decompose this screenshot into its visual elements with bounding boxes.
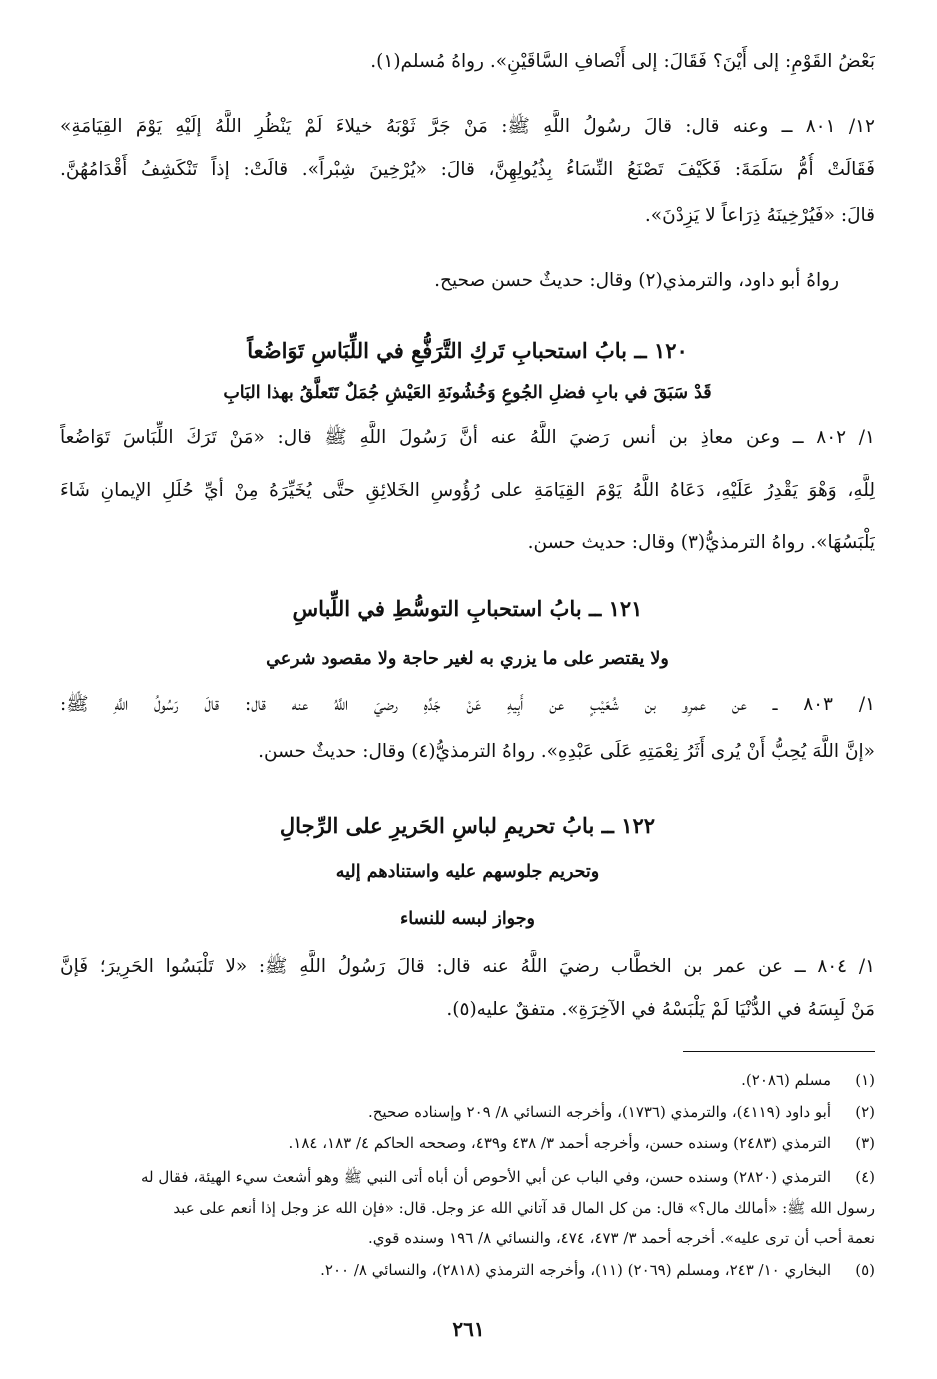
hadith-line: يَلْبَسُهَا». رواهُ الترمذيُّ(٣) وقال: حديث حسن. <box>527 532 875 553</box>
footnote <box>60 1164 875 1190</box>
footnote-text: أبو داود (٤١١٩)، والترمذي (١٧٣٦)، وأخرجه النسائي ٨/ ٢٠٩ وإسناده صحيح. <box>367 1103 831 1121</box>
body-line: رواهُ أبو داود، والترمذي(٢) وقال: حديثٌ حسن صحيح. <box>434 270 839 291</box>
section-heading-121: ١٢١ ــ بابُ استحبابِ التوسُّطِ في اللِّباسِ <box>292 596 643 621</box>
footnote <box>60 1130 875 1156</box>
page-number: ٢٦١ <box>452 1317 485 1341</box>
footnote-number: (٢) <box>855 1103 875 1121</box>
footnote-number: (٣) <box>855 1134 875 1152</box>
footnote <box>60 1257 875 1283</box>
hadith-line: ١/ ٨٠٢ ــ وعن معاذِ بن أنس رَضيَ اللَّهُ عنه أنَّ رَسُولَ اللَّهِ ﷺ قال: «مَنْ تَرَكَ اللِّبَاسَ تَوَاضُعاً <box>60 427 875 448</box>
body-line: قالَ: «فَيُرْخِينَهُ ذِرَاعاً لا يَزِدْنَ». <box>644 205 875 226</box>
body-line: فَقَالَتْ أُمُّ سَلَمَةَ: فَكَيْفَ تَصْنَعُ النِّسَاءُ بِذُيُولِهِنَّ، قالَ: «يُرْخِينَ شِبْراً». قالَتْ: إذاً تَنْكَشِفُ أَقْدَامُهُنَّ. <box>60 159 875 180</box>
footnote-text: البخاري ١٠/ ٢٤٣، ومسلم (٢٠٦٩) (١١)، وأخرجه الترمذي (٢٨١٨)، والنسائي ٨/ ٢٠٠. <box>320 1261 831 1279</box>
footnote-continuation: نعمة أحب أن ترى عليه». أخرجه أحمد ٣/ ٤٧٣، ٤٧٤، والنسائي ٨/ ١٩٦ وسنده قوي. <box>368 1229 875 1247</box>
footnote-separator <box>683 1051 875 1052</box>
footnote <box>60 1099 875 1125</box>
footnote-text: مسلم (٢٠٨٦). <box>741 1071 831 1089</box>
hadith-line: لِلَّهِ، وَهْوَ يَقْدِرُ عَلَيْهِ، دَعَاهُ اللَّهُ يَوْمَ القِيَامَةِ على رُؤُوسِ الخَلائِقِ حتَّى يُخَيِّرَهُ مِنْ أيِّ حُلَلِ الإيمانِ شَاءَ <box>60 480 875 501</box>
section-subheading-122: وتحريم جلوسهم عليه واستنادهم إليه <box>335 862 600 882</box>
footnote-number: (٥) <box>855 1261 875 1279</box>
section-subheading-120: قَدْ سَبَقَ في بابِ فضلِ الجُوعِ وَخُشُونَةِ العَيْشِ جُمَلٌ تَتَعلَّقُ بهذا البَابِ <box>223 383 712 403</box>
body-line: ١٢/ ٨٠١ ــ وعنه قال: قالَ رسُولُ اللَّهِ ﷺ: مَنْ جَرَّ ثَوْبَهُ خيلاءَ لَمْ يَنْظُرِ اللَّهُ إلَيْهِ يَوْمَ القِيَامَةِ» <box>60 116 875 137</box>
hadith-line: ١/ ٨٠٣ ــ عن عمرِو بن شُعَيْبٍ عن أَبِيهِ عَنْ جَدِّهِ رضيَ اللَّهُ عنه قال: قالَ رَسُولُ اللَّهِ ﷺ: <box>60 694 875 715</box>
footnote-number: (٤) <box>855 1168 875 1186</box>
hadith-line: «إنَّ اللَّهَ يُحِبُّ أَنْ يُرى أَثَرُ نِعْمَتِهِ عَلَى عَبْدِهِ». رواهُ الترمذيُّ(٤) وقال: حديثٌ حسن. <box>258 741 875 762</box>
section-heading-120: ١٢٠ ــ بابُ استحبابِ تَركِ التَّرَفُّعِ في اللِّبَاسِ تَوَاضُعاً <box>247 338 688 363</box>
hadith-line: ١/ ٨٠٤ ــ عن عمر بن الخطَّاب رضيَ اللَّهُ عنه قال: قالَ رَسُولُ اللَّهِ ﷺ: «لا تَلْبَسُوا الحَرِيرَ؛ فَإنَّ <box>60 956 875 977</box>
section-subheading-121: ولا يقتصر على ما يزري به لغير حاجة ولا مقصود شرعي <box>266 649 669 669</box>
section-heading-122: ١٢٢ ــ بابُ تحريمِ لباسِ الحَريرِ على الرِّجالِ <box>279 813 656 838</box>
footnote-text: الترمذي (٢٤٨٣) وسنده حسن، وأخرجه أحمد ٣/ ٤٣٨ و٤٣٩، وصححه الحاكم ٤/ ١٨٣، ١٨٤. <box>288 1134 831 1152</box>
section-subheading-122b: وجواز لبسه للنساء <box>400 909 535 929</box>
footnote <box>60 1067 875 1093</box>
hadith-line: مَنْ لَبِسَهُ في الدُّنْيَا لَمْ يَلْبَسْهُ في الآخِرَةِ». متفقٌ عليه(٥). <box>446 999 875 1020</box>
body-line: بَعْضُ القَوْمِ: إلى أَيْنَ؟ فَقَالَ: إلى أَنْصافِ السَّاقَيْنِ». رواهُ مُسلم(١). <box>370 51 875 72</box>
footnote-number: (١) <box>855 1071 875 1089</box>
footnote-text: الترمذي (٢٨٢٠) وسنده حسن، وفي الباب عن أبي الأحوص أن أباه أتى النبي ﷺ وهو أشعث سيء الهيئة، فقال له <box>140 1168 831 1186</box>
footnote-continuation: رسول الله ﷺ: «أمالك مال؟» قال: من كل المال قد آتاني الله عز وجل. قال: «فإن الله عز وجل إذا أنعم على عبد <box>173 1199 875 1217</box>
